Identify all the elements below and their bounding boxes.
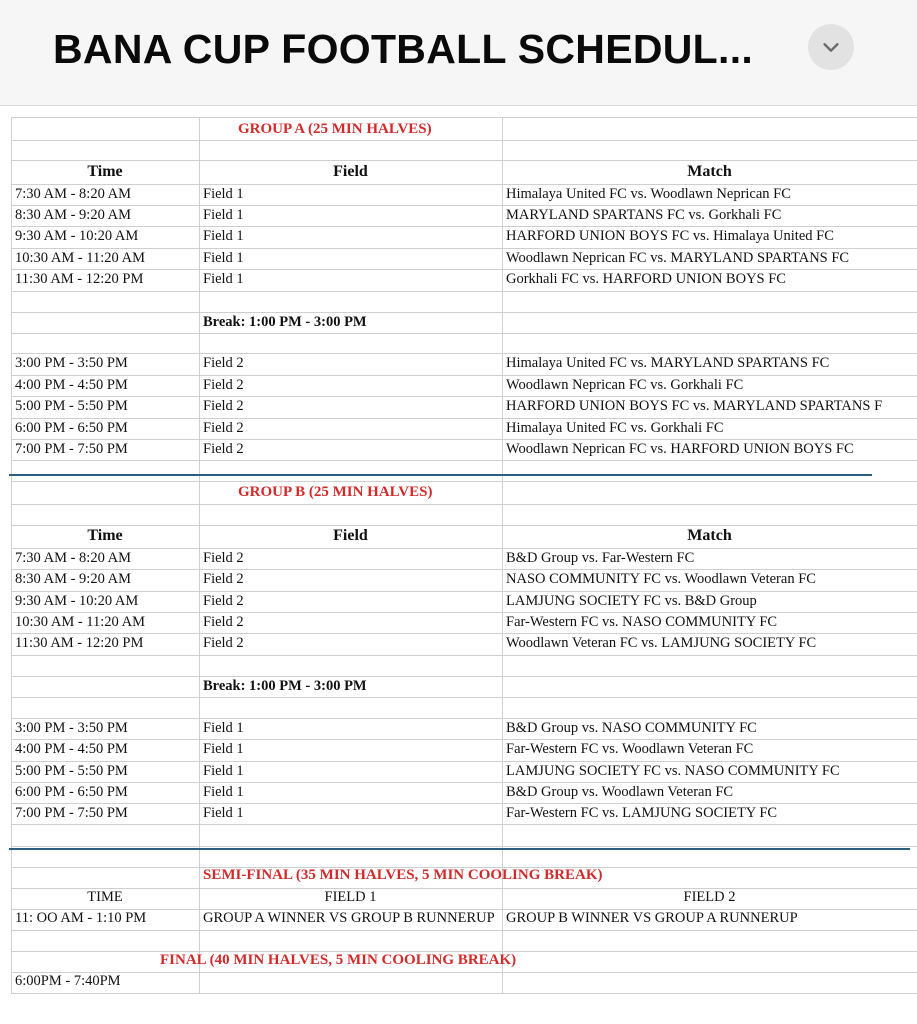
table-row xyxy=(11,782,917,804)
group-b-title: GROUP B (25 MIN HALVES) xyxy=(238,484,433,500)
time-cell: 6:00 PM - 6:50 PM xyxy=(15,420,128,436)
field-cell: Field 1 xyxy=(203,271,244,287)
time-cell: 10:30 AM - 11:20 AM xyxy=(15,614,145,630)
time-cell: 11:30 AM - 12:20 PM xyxy=(15,635,144,651)
column-divider xyxy=(502,118,503,993)
time-cell: 4:00 PM - 4:50 PM xyxy=(15,741,128,757)
field-cell: Field 2 xyxy=(203,614,244,630)
column-divider xyxy=(11,118,12,993)
final-title: FINAL (40 MIN HALVES, 5 MIN COOLING BREAK) xyxy=(160,952,517,968)
match-cell: Far-Western FC vs. Woodlawn Veteran FC xyxy=(506,741,754,757)
field-cell: Field 1 xyxy=(203,250,244,266)
table-row xyxy=(11,333,917,354)
table-row xyxy=(11,504,917,526)
table-row xyxy=(11,460,917,482)
semi-time-header: TIME xyxy=(87,889,123,905)
match-cell: Himalaya United FC vs. Woodlawn Neprican FC xyxy=(506,186,791,202)
field-cell: Field 1 xyxy=(203,763,244,779)
time-cell: 7:30 AM - 8:20 AM xyxy=(15,550,132,566)
match-cell: B&D Group vs. NASO COMMUNITY FC xyxy=(506,720,757,736)
table-row xyxy=(11,591,917,613)
match-cell: Gorkhali FC vs. HARFORD UNION BOYS FC xyxy=(506,271,786,287)
match-cell: Woodlawn Neprican FC vs. HARFORD UNION BOYS FC xyxy=(506,441,854,457)
match-cell: LAMJUNG SOCIETY FC vs. NASO COMMUNITY FC xyxy=(506,763,840,779)
time-cell: 7:00 PM - 7:50 PM xyxy=(15,805,128,821)
field-header: Field xyxy=(333,527,368,544)
field-cell: Field 2 xyxy=(203,441,244,457)
time-cell: 8:30 AM - 9:20 AM xyxy=(15,207,132,223)
field-cell: Field 2 xyxy=(203,550,244,566)
match-header: Match xyxy=(687,163,732,180)
schedule-sheet[interactable] xyxy=(0,106,917,1024)
field-cell: Field 1 xyxy=(203,720,244,736)
final-time-cell: 6:00PM - 7:40PM xyxy=(15,973,121,989)
table-row xyxy=(11,718,917,740)
section-separator xyxy=(9,474,872,476)
time-cell: 3:00 PM - 3:50 PM xyxy=(15,355,128,371)
field-cell: Field 2 xyxy=(203,355,244,371)
match-cell: Himalaya United FC vs. MARYLAND SPARTANS FC xyxy=(506,355,830,371)
match-cell: Woodlawn Neprican FC vs. Gorkhali FC xyxy=(506,377,744,393)
match-cell: NASO COMMUNITY FC vs. Woodlawn Veteran FC xyxy=(506,571,816,587)
group-a-title: GROUP A (25 MIN HALVES) xyxy=(238,121,432,137)
match-cell: Himalaya United FC vs. Gorkhali FC xyxy=(506,420,724,436)
time-cell: 9:30 AM - 10:20 AM xyxy=(15,593,139,609)
table-row xyxy=(11,481,917,505)
match-cell: MARYLAND SPARTANS FC vs. Gorkhali FC xyxy=(506,207,782,223)
field-cell: Field 2 xyxy=(203,420,244,436)
field-cell: Field 2 xyxy=(203,635,244,651)
field-cell: Field 2 xyxy=(203,377,244,393)
field-cell: Field 1 xyxy=(203,741,244,757)
field-cell: Field 2 xyxy=(203,593,244,609)
match-cell: Far-Western FC vs. LAMJUNG SOCIETY FC xyxy=(506,805,778,821)
match-cell: HARFORD UNION BOYS FC vs. MARYLAND SPARTANS F xyxy=(506,398,883,414)
time-header: Time xyxy=(87,527,123,544)
semi-field2-header: FIELD 2 xyxy=(683,889,736,905)
expand-button[interactable] xyxy=(808,24,854,70)
table-row xyxy=(11,930,917,952)
field-cell: Field 2 xyxy=(203,398,244,414)
table-row xyxy=(11,418,917,440)
table-row xyxy=(11,140,917,161)
break-label: Break: 1:00 PM - 3:00 PM xyxy=(203,314,367,330)
table-row xyxy=(11,118,917,141)
semi-final-title: SEMI-FINAL (35 MIN HALVES, 5 MIN COOLING BREAK) xyxy=(203,867,603,883)
table-row xyxy=(11,972,917,994)
break-label: Break: 1:00 PM - 3:00 PM xyxy=(203,678,367,694)
time-cell: 10:30 AM - 11:20 AM xyxy=(15,250,145,266)
match-cell: B&D Group vs. Woodlawn Veteran FC xyxy=(506,784,734,800)
match-cell: LAMJUNG SOCIETY FC vs. B&D Group xyxy=(506,593,757,609)
table-row xyxy=(11,697,917,719)
field-cell: Field 1 xyxy=(203,805,244,821)
match-cell: Woodlawn Veteran FC vs. LAMJUNG SOCIETY FC xyxy=(506,635,817,651)
time-cell: 7:30 AM - 8:20 AM xyxy=(15,186,132,202)
time-cell: 7:00 PM - 7:50 PM xyxy=(15,441,128,457)
field-header: Field xyxy=(333,163,368,180)
table-row xyxy=(11,291,917,313)
match-cell: Woodlawn Neprican FC vs. MARYLAND SPARTANS FC xyxy=(506,250,850,266)
table-row xyxy=(11,548,917,570)
field-cell: Field 1 xyxy=(203,186,244,202)
table-row xyxy=(11,676,917,698)
semi-field1-cell: GROUP A WINNER VS GROUP B RUNNERUP xyxy=(203,910,495,926)
semi-time-cell: 11: OO AM - 1:10 PM xyxy=(15,910,147,926)
field-cell: Field 2 xyxy=(203,571,244,587)
semi-field1-header: FIELD 1 xyxy=(324,889,377,905)
semi-field2-cell: GROUP B WINNER VS GROUP A RUNNERUP xyxy=(506,910,798,926)
table-row xyxy=(11,375,917,397)
time-cell: 6:00 PM - 6:50 PM xyxy=(15,784,128,800)
table-row xyxy=(11,312,917,334)
column-divider xyxy=(199,118,200,993)
time-cell: 8:30 AM - 9:20 AM xyxy=(15,571,132,587)
chevron-down-icon xyxy=(820,36,842,58)
time-cell: 11:30 AM - 12:20 PM xyxy=(15,271,144,287)
time-cell: 5:00 PM - 5:50 PM xyxy=(15,763,128,779)
table-row xyxy=(11,612,917,634)
field-cell: Field 1 xyxy=(203,784,244,800)
time-cell: 3:00 PM - 3:50 PM xyxy=(15,720,128,736)
match-header: Match xyxy=(687,527,732,544)
field-cell: Field 1 xyxy=(203,207,244,223)
table-row xyxy=(11,739,917,762)
document-title: BANA CUP FOOTBALL SCHEDUL... xyxy=(53,26,754,72)
table-row xyxy=(11,803,917,825)
field-cell: Field 1 xyxy=(203,228,244,244)
time-cell: 5:00 PM - 5:50 PM xyxy=(15,398,128,414)
table-row xyxy=(11,824,917,847)
match-cell: B&D Group vs. Far-Western FC xyxy=(506,550,695,566)
time-header: Time xyxy=(87,163,123,180)
table-top-border xyxy=(11,117,917,118)
time-cell: 4:00 PM - 4:50 PM xyxy=(15,377,128,393)
match-cell: HARFORD UNION BOYS FC vs. Himalaya United FC xyxy=(506,228,834,244)
top-bar xyxy=(0,0,917,106)
time-cell: 9:30 AM - 10:20 AM xyxy=(15,228,139,244)
match-cell: Far-Western FC vs. NASO COMMUNITY FC xyxy=(506,614,778,630)
table-row xyxy=(11,655,917,677)
section-separator xyxy=(9,848,910,850)
